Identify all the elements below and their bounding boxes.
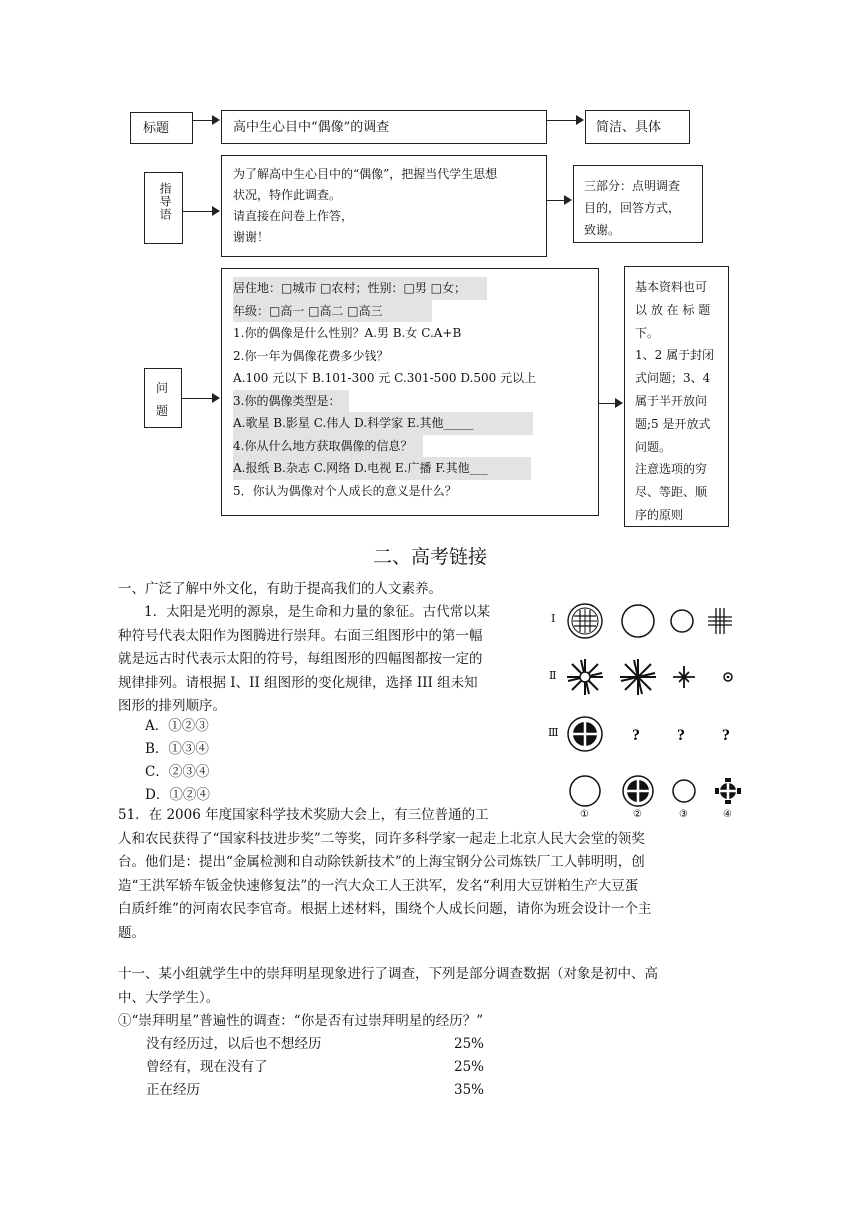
arrow-head <box>212 206 220 216</box>
question-1: 1.你的偶像是什么性别？A.男 B.女 C.A+B <box>233 326 462 340</box>
answer-label-3: ③ <box>679 809 688 820</box>
arrow <box>547 120 577 121</box>
arrow <box>599 403 616 404</box>
title-label-box <box>130 112 193 144</box>
symbol-star-burst <box>567 659 603 695</box>
answer-symbol-3 <box>673 780 695 802</box>
guide-label-box <box>144 172 183 244</box>
survey-row <box>146 1033 546 1057</box>
answer-label-1: ① <box>580 809 589 820</box>
symbol-hash <box>708 608 732 634</box>
title-note: 简洁、具体 <box>596 120 662 135</box>
symbol-small-star <box>673 666 695 688</box>
section-title: 二、高考链接 <box>372 546 487 568</box>
q11-line: 十一、某小组就学生中的崇拜明星现象进行了调查，下列是部分调查数据（对象是初中、高 <box>118 966 658 982</box>
q11-line: ①“崇拜明星”普遍性的调查：“你是否有过崇拜明星的经历？” <box>118 1013 484 1029</box>
question-note-box <box>624 266 729 527</box>
survey-row-value: 25% <box>454 1036 485 1052</box>
arrow-head <box>564 195 572 205</box>
question-note-line: 题;5 是开放式 <box>635 416 711 431</box>
option-a: A．①②③ <box>145 718 209 734</box>
guide-note-line: 目的，回答方式， <box>584 201 681 215</box>
q51-text <box>118 804 738 945</box>
symbol-dot-circle <box>724 673 732 681</box>
survey-row-value: 35% <box>454 1082 485 1098</box>
intro-line: 一、广泛了解中外文化，有助于提高我们的人文素养。 <box>118 581 442 597</box>
answer-symbol-1 <box>570 776 600 806</box>
answer-symbol-2 <box>623 776 653 806</box>
q11-line: 中、大学学生）。 <box>118 989 220 1006</box>
question-note-line: 下。 <box>635 325 660 340</box>
question-note-line: 注意选项的穷 <box>635 462 708 477</box>
basic-info-line: 居住地：□城市 □农村；性别：□男 □女； <box>233 277 487 300</box>
arrow-head <box>212 393 220 403</box>
guide-note-box <box>573 165 703 243</box>
question-label-line: 题 <box>156 404 169 418</box>
survey-title: 高中生心目中“偶像”的调查 <box>233 120 390 135</box>
guide-note-line: 三部分：点明调查 <box>584 179 681 193</box>
row-label-ii: Ⅱ <box>549 669 557 682</box>
survey-row-label: 曾经有，现在没有了 <box>146 1059 268 1075</box>
title-content-box <box>221 110 547 144</box>
title-note-box <box>585 110 690 144</box>
guide-line: 谢谢！ <box>233 230 270 244</box>
unknown-3: ? <box>722 727 730 744</box>
survey-row-value: 25% <box>454 1059 485 1075</box>
question-label-line: 问 <box>156 381 169 395</box>
guide-note-line: 致谢。 <box>584 223 621 237</box>
guide-line: 为了解高中生心目中的“偶像”，把握当代学生思想 <box>233 167 498 181</box>
option-c: C．②③④ <box>145 764 210 780</box>
option-b: B．①③④ <box>145 741 209 757</box>
arrow <box>193 120 213 121</box>
unknown-1: ? <box>632 727 640 744</box>
q51-line: 台。他们是：提出“金属检测和自动除铁新技术”的上海宝钢分公司炼铁厂工人韩明明，创 <box>118 854 645 870</box>
answer-label-2: ② <box>633 809 642 820</box>
question-note-line: 以 放 在 标 题 <box>635 302 711 317</box>
unknown-2: ? <box>677 727 685 744</box>
question-note-line: 属于半开放问 <box>635 393 708 408</box>
symbol-star <box>620 659 656 695</box>
q1-line: 图形的排列顺序。 <box>118 698 226 714</box>
row-label-i: I <box>551 612 556 625</box>
symbol-small-circle <box>671 610 693 632</box>
q1-line: 规律排列。请根据 I、II 组图形的变化规律，选择 III 组未知 <box>118 674 478 691</box>
q51-line: 人和农民获得了“国家科技进步奖”二等奖，同许多科学家一起走上北京人民大会堂的领奖 <box>118 830 645 847</box>
row-label-iii: Ⅲ <box>548 726 559 739</box>
question-label-box <box>144 368 182 428</box>
question-4: 4.你从什么地方获取偶像的信息？ <box>233 435 423 458</box>
question-5: 5．你认为偶像对个人成长的意义是什么？ <box>233 483 457 498</box>
survey-row <box>146 1056 546 1080</box>
question-3-options: A.歌星 B.影星 C.伟人 D.科学家 E.其他_____ <box>233 412 533 435</box>
q1-line: 1．太阳是光明的源泉，是生命和力量的象征。古代常以某 <box>144 604 491 620</box>
arrow <box>182 398 213 399</box>
q51-line: 白质纤维”的河南农民李官奇。根据上述材料，围绕个人成长问题，请你为班会设计一个主 <box>118 901 652 917</box>
arrow <box>183 211 213 212</box>
survey-row <box>146 1079 546 1103</box>
question-note-line: 基本资料也可 <box>635 280 708 294</box>
symbol-circle-cross-filled <box>568 717 602 751</box>
guide-line: 请直接在问卷上作答， <box>233 209 354 223</box>
q51-line: 造“王洪军轿车钣金快速修复法”的一汽大众工人王洪军，发名“利用大豆饼粕生产大豆蛋 <box>118 877 639 894</box>
title-label: 标题 <box>143 121 170 136</box>
arrow <box>547 200 565 201</box>
option-d: D．①②④ <box>145 787 210 803</box>
q1-line: 种符号代表太阳作为图腾进行崇拜。右面三组图形中的第一幅 <box>118 627 483 644</box>
question-2-options: A.100 元以下 B.101-300 元 C.301-500 D.500 元以上 <box>233 371 537 385</box>
symbol-circle-cross <box>568 604 602 638</box>
question-content-box <box>221 268 599 516</box>
q51-line: 51．在 2006 年度国家科学技术奖励大会上，有三位普通的工 <box>118 807 489 823</box>
answer-label-4: ④ <box>723 809 732 820</box>
sun-symbol-figure <box>560 595 760 825</box>
arrow-head <box>615 398 623 408</box>
arrow-head <box>212 115 220 125</box>
question-note-line: 序的原则 <box>635 507 684 522</box>
q1-line: 就是远古时代表示太阳的符号，每组图形的四幅图都按一定的 <box>118 651 483 667</box>
survey-row-label: 没有经历过，以后也不想经历 <box>146 1036 322 1052</box>
answer-symbol-4 <box>715 778 741 804</box>
symbol-circle <box>622 605 654 637</box>
guide-label: 指导语 <box>158 182 172 221</box>
q1-text <box>118 601 538 719</box>
q51-line: 题。 <box>118 924 145 941</box>
arrow-head <box>576 115 584 125</box>
question-4-options: A.报纸 B.杂志 C.网络 D.电视 E.广播 F.其他___ <box>233 457 531 480</box>
grade-line: 年级：□高一 □高二 □高三 <box>233 300 432 323</box>
survey-row-label: 正在经历 <box>146 1082 200 1098</box>
question-note-line: 式问题；3、4 <box>635 371 711 386</box>
q11-text <box>118 963 738 1034</box>
question-note-line: 问题。 <box>635 439 672 454</box>
question-3: 3.你的偶像类型是： <box>233 390 349 413</box>
guide-line: 状况，特作此调查。 <box>233 188 342 202</box>
question-2: 2.你一年为偶像花费多少钱？ <box>233 348 389 363</box>
question-note-line: 1、2 属于封闭 <box>635 348 715 363</box>
guide-content-box <box>221 155 547 257</box>
question-note-line: 尽、等距、顺 <box>635 485 708 500</box>
